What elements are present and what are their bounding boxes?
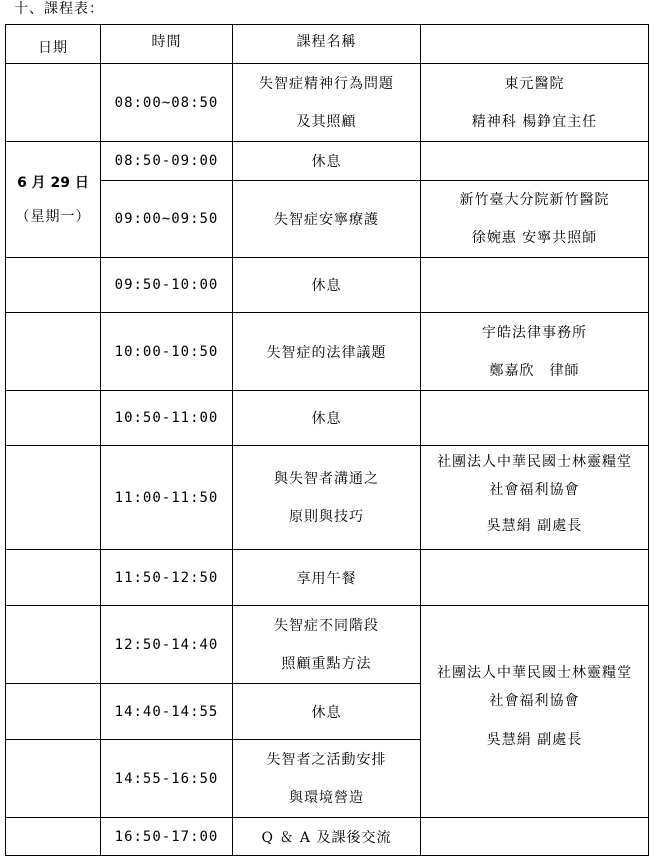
date-cell-empty [6,606,101,684]
time-cell: 10:00-10:50 [101,313,233,391]
course-line: 照顧重點方法 [281,655,372,672]
time-cell: 08:00~08:50 [101,64,233,142]
date-cell-empty [6,550,101,606]
lecturer-cell [421,446,649,550]
lecturer-cell [421,181,649,258]
course-cell [233,606,421,684]
lecturer-line: 宇皓法律事務所 [482,324,587,341]
time-cell: 09:00~09:50 [101,181,233,258]
course-line: 及其照顧 [296,113,357,130]
date-day: 6 月 29 日 [17,174,89,191]
course-line: 失智症不同階段 [274,617,379,634]
header-course: 課程名稱 [233,25,421,64]
lecturer-line: 徐婉惠 安寧共照師 [471,230,598,246]
time-cell: 08:50-09:00 [101,142,233,181]
course-line: 原則與技巧 [289,508,364,525]
time-cell: 10:50-11:00 [101,391,233,446]
table-header-row [6,25,649,64]
table-row [6,181,649,258]
course-cell: 休息 [233,684,421,740]
course-cell: 休息 [233,142,421,181]
lecturer-cell [421,391,649,446]
lecturer-line: 社會福利協會 [489,481,580,498]
time-cell: 14:40-14:55 [101,684,233,740]
date-cell [6,142,101,258]
course-cell: 休息 [233,391,421,446]
date-cell-empty [6,258,101,313]
time-cell: 11:00-11:50 [101,446,233,550]
time-cell: 11:50-12:50 [101,550,233,606]
lecturer-cell [421,313,649,391]
course-line: 失智症精神行為問題 [259,75,394,92]
table-row [6,313,649,391]
header-lecturer [421,25,649,64]
date-weekday: （星期一） [15,208,91,225]
header-date: 日期 [6,25,101,64]
course-cell [233,740,421,818]
table-row [6,446,649,550]
time-cell: 09:50-10:00 [101,258,233,313]
table-row [6,391,649,446]
lecturer-line: 新竹臺大分院新竹醫院 [459,192,610,208]
course-line: 與失智者溝通之 [274,470,379,487]
lecturer-cell [421,142,649,181]
table-row [6,606,649,684]
lecturer-line: 吳慧絹 副處長 [486,517,583,534]
lecturer-line: 社會福利協會 [489,692,580,709]
lecturer-cell [421,550,649,606]
lecturer-line: 精神科 楊錚宜主任 [471,113,598,130]
lecturer-cell [421,818,649,856]
section-heading: 十、課程表： [14,1,104,17]
table-row [6,258,649,313]
time-cell: 16:50-17:00 [101,818,233,856]
table-row [6,818,649,856]
lecturer-line: 社團法人中華民國士林靈糧堂 [437,453,632,470]
table-row [6,550,649,606]
date-cell-empty [6,740,101,818]
course-schedule-table [5,24,649,856]
date-cell-empty [6,684,101,740]
date-cell-empty [6,64,101,142]
lecturer-line: 鄭嘉欣 律師 [489,362,580,379]
course-cell: 休息 [233,258,421,313]
date-cell-empty [6,446,101,550]
course-cell [233,64,421,142]
course-line: 失智者之活動安排 [266,751,387,768]
course-cell: 失智症的法律議題 [233,313,421,391]
time-cell: 12:50-14:40 [101,606,233,684]
table-row [6,64,649,142]
lecturer-line: 社團法人中華民國士林靈糧堂 [437,664,632,681]
date-cell-empty [6,313,101,391]
course-cell: 享用午餐 [233,550,421,606]
header-time: 時間 [101,25,233,64]
time-cell: 14:55-16:50 [101,740,233,818]
course-cell: Q ＆ A 及課後交流 [233,818,421,856]
lecturer-cell [421,258,649,313]
date-cell-empty [6,391,101,446]
lecturer-line: 吳慧絹 副處長 [486,731,583,748]
course-cell [233,446,421,550]
date-cell-empty [6,818,101,856]
course-line: 與環境營造 [289,789,364,806]
table-row [6,142,649,181]
course-cell: 失智症安寧療護 [233,181,421,258]
lecturer-line: 東元醫院 [504,75,565,92]
lecturer-cell [421,64,649,142]
lecturer-cell-merged [421,606,649,818]
